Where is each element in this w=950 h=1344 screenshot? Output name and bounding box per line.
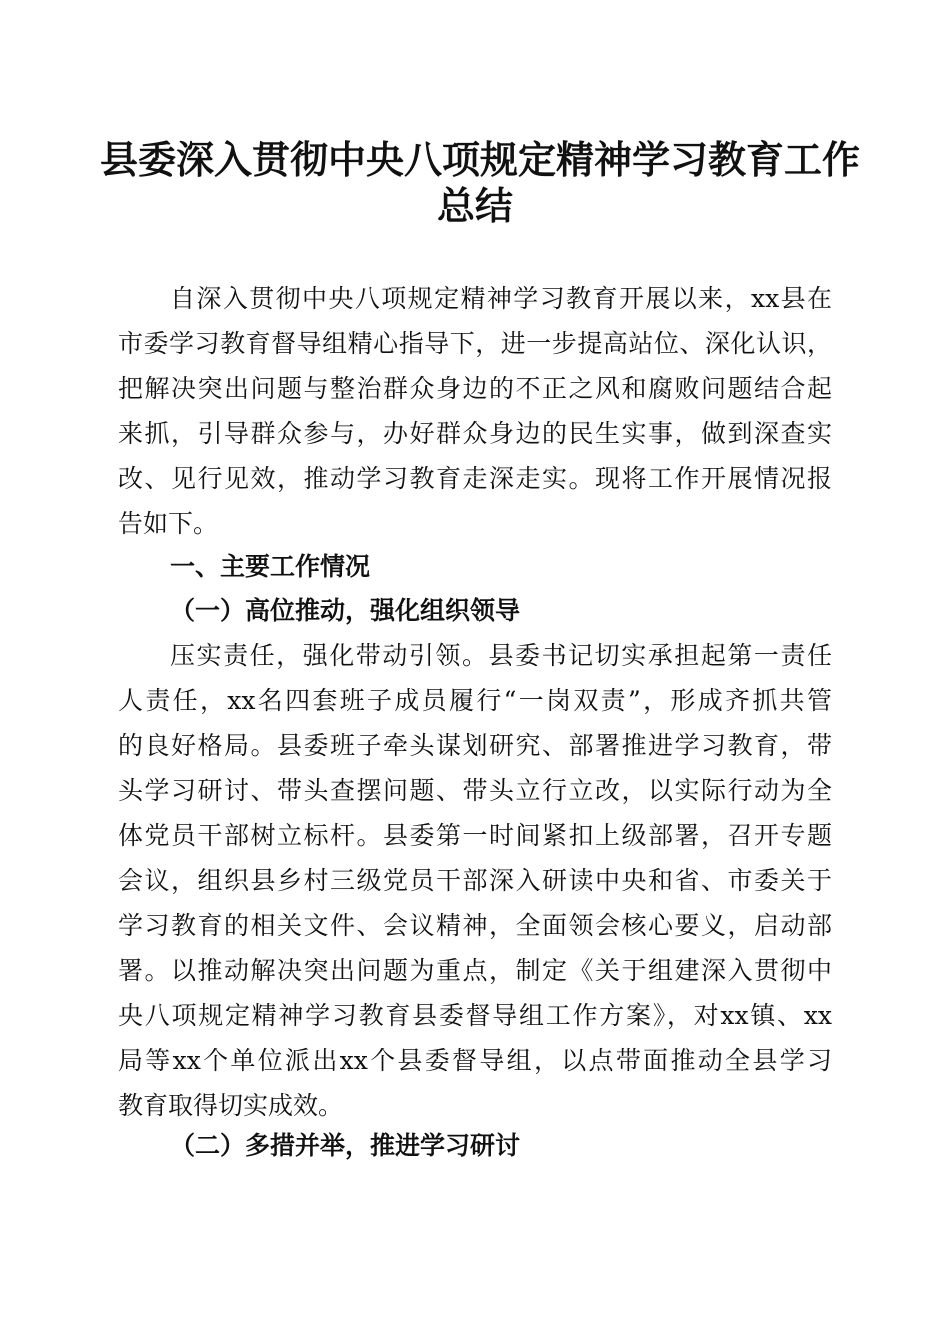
paragraph-line: 市委学习教育督导组精心指导下，进一步提高站位、深化认识， xyxy=(118,329,832,358)
paragraph-line: 局等xx个单位派出xx个县委督导组，以点带面推动全县学习 xyxy=(118,1046,832,1075)
paragraph-line: 的良好格局。县委班子牵头谋划研究、部署推进学习教育，带 xyxy=(118,731,832,760)
subsection-1-paragraph xyxy=(118,633,832,1128)
paragraph-line: 会议，组织县乡村三级党员干部深入研读中央和省、市委关于 xyxy=(118,866,832,895)
paragraph-line: 署。以推动解决突出问题为重点，制定《关于组建深入贯彻中 xyxy=(118,956,832,985)
paragraph-line: 教育取得切实成效。 xyxy=(118,1091,344,1120)
document-title-line-1: 县委深入贯彻中央八项规定精神学习教育工作 xyxy=(100,137,861,182)
paragraph-line: 把解决突出问题与整治群众身边的不正之风和腐败问题结合起 xyxy=(118,374,832,403)
intro-paragraph xyxy=(118,276,832,546)
subsection-heading-1: （一）高位推动，强化组织领导 xyxy=(170,596,521,625)
paragraph-line: 体党员干部树立标杆。县委第一时间紧扣上级部署，召开专题 xyxy=(118,821,832,850)
paragraph-line: 学习教育的相关文件、会议精神，全面领会核心要义，启动部 xyxy=(118,911,832,940)
paragraph-line: 改、见行见效，推动学习教育走深走实。现将工作开展情况报 xyxy=(118,464,832,493)
subsection-heading-2: （二）多措并举，推进学习研讨 xyxy=(170,1131,521,1160)
section-heading-main-work: 一、主要工作情况 xyxy=(170,552,371,581)
paragraph-line: 压实责任，强化带动引领。县委书记切实承担起第一责任 xyxy=(170,641,832,670)
paragraph-line: 自深入贯彻中央八项规定精神学习教育开展以来，xx县在 xyxy=(170,284,832,313)
paragraph-line: 来抓，引导群众参与，办好群众身边的民生实事，做到深查实 xyxy=(118,419,832,448)
paragraph-line: 告如下。 xyxy=(118,509,219,538)
paragraph-line: 人责任，xx名四套班子成员履行“一岗双责”，形成齐抓共管 xyxy=(118,686,832,715)
paragraph-line: 头学习研讨、带头查摆问题、带头立行立改，以实际行动为全 xyxy=(118,776,832,805)
document-title-line-2: 总结 xyxy=(436,183,513,228)
paragraph-line: 央八项规定精神学习教育县委督导组工作方案》，对xx镇、xx xyxy=(118,1001,832,1030)
